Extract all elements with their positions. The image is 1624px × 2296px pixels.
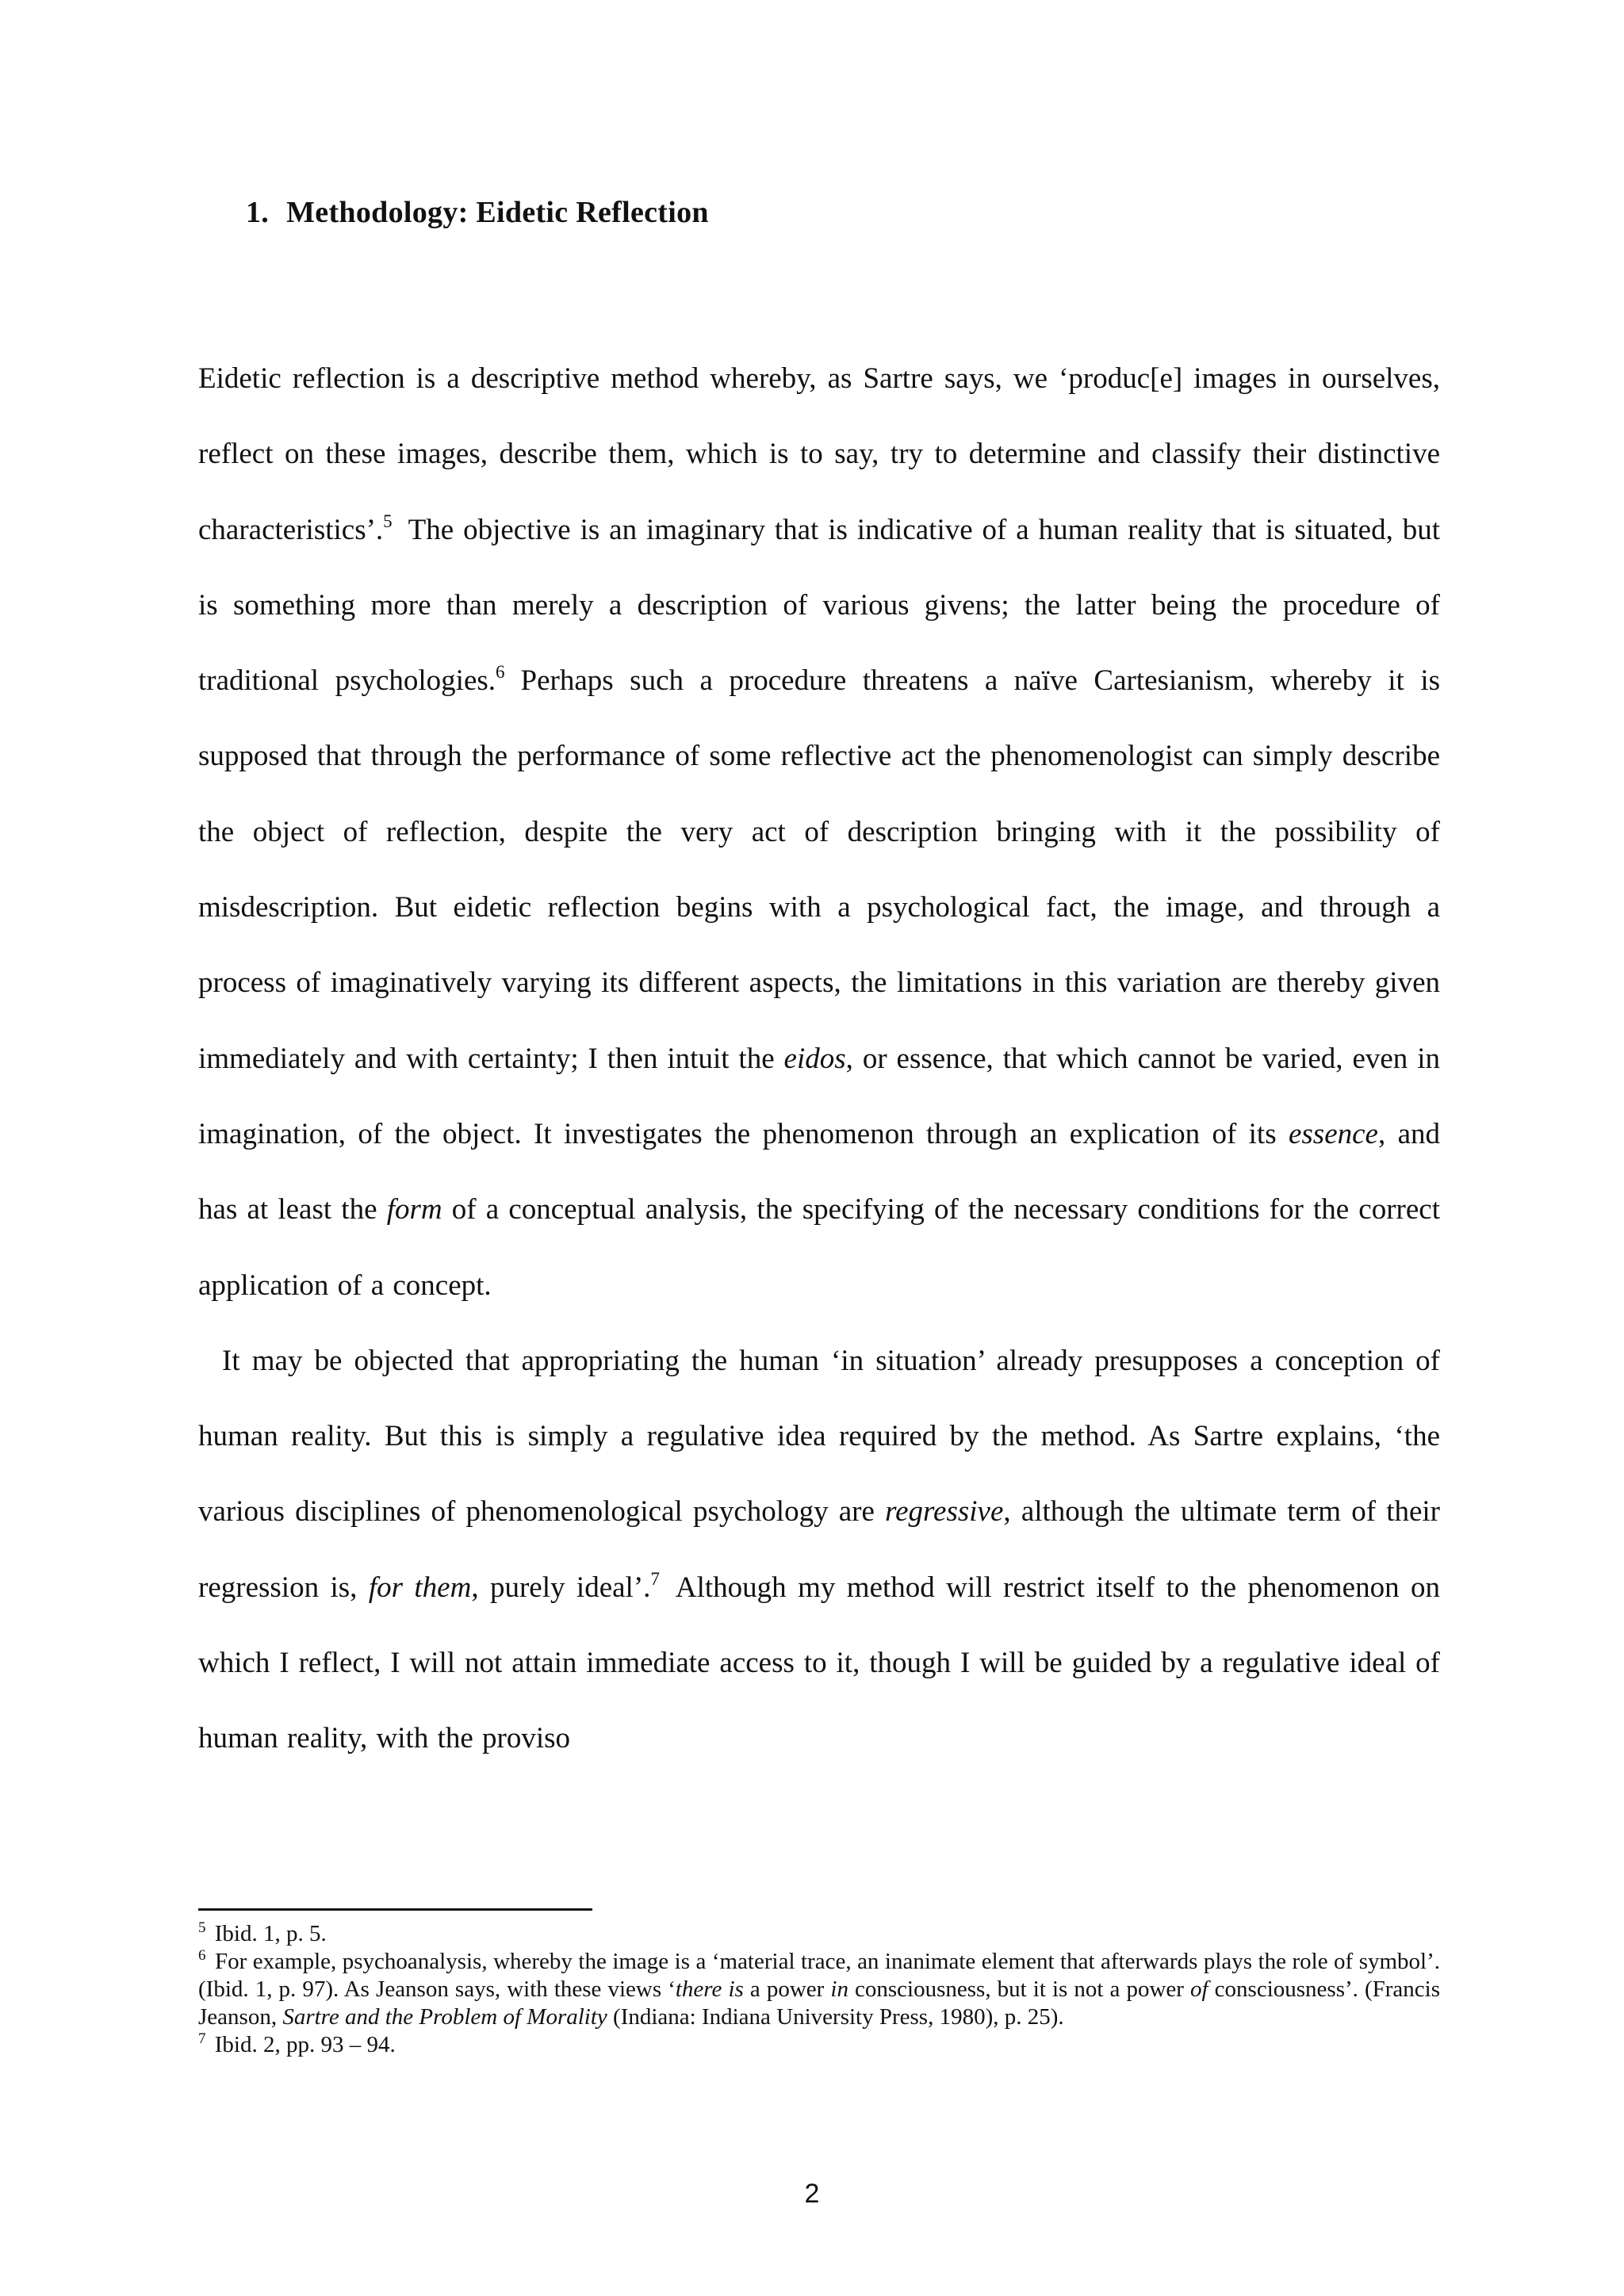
footnote-6-text-3: consciousness, but it is not a power bbox=[848, 1976, 1191, 2002]
footnote-5 bbox=[198, 1920, 1440, 1948]
footnote-6-text-1: For example, psychoanalysis, whereby the image is a ‘material trace, an inanimate element that afterwards plays the role of symbol’. (Ibid. 1, p. 97). As Jeanson says, with these views ‘ bbox=[198, 1949, 1441, 2002]
footnote-7-text: Ibid. 2, pp. 93 – 94. bbox=[214, 2032, 396, 2057]
paragraph-1 bbox=[198, 341, 1440, 1323]
footnote-5-text: Ibid. 1, p. 5. bbox=[214, 1921, 327, 1946]
emphasis-for-them: for them bbox=[368, 1571, 472, 1604]
paragraph-2-sentence-3: , purely ideal’. bbox=[471, 1571, 651, 1604]
paragraph-1-sentence-3: Perhaps such a procedure threatens a naïve Cartesianism, whereby it is supposed that through the performance of some reflective act the phenomenologist can simply describe the object of reflection, despite the very act of description bringing with it the possibility of misdescription. But eidetic reflection begins with a psychological fact, the image, and through a process of imaginatively varying its different aspects, the limitations in this variation are thereby given immediately and with certainty; I then intuit the bbox=[198, 664, 1440, 1075]
paragraph-1-sentence-1: Eidetic reflection is a descriptive method whereby, as Sartre says, we ‘produc[e] images in ourselves, reflect on these images, describe them, which is to say, try to determine and classify their distinctive characteristics’. bbox=[198, 362, 1440, 546]
footnote-5-mark: 5 bbox=[198, 1919, 206, 1936]
paragraph-1-sentence-4: , or essence, that which cannot be varied, even in imagination, of the object. It investigates the phenomenon through an explication of its bbox=[198, 1042, 1440, 1150]
footnote-6-text-4: consciousness’. (Francis Jeanson, bbox=[198, 1976, 1440, 2030]
footnote-6-mark: 6 bbox=[198, 1947, 206, 1964]
section-number: 1. bbox=[246, 196, 270, 229]
footnote-ref-6: 6 bbox=[496, 662, 505, 683]
book-title: Sartre and the Problem of Morality bbox=[282, 2004, 607, 2030]
footnote-6 bbox=[198, 1948, 1440, 2031]
emphasis-essence: essence bbox=[1288, 1117, 1378, 1150]
paragraph-2-sentence-1: It may be objected that appropriating the human ‘in situation’ already presupposes a conception of human reality. But this is simply a regulative idea required by the method. As Sartre explains, ‘the various disciplines of phenomenological psychology are bbox=[198, 1344, 1440, 1529]
section-heading bbox=[246, 195, 709, 230]
footnote-ref-7: 7 bbox=[650, 1568, 660, 1589]
emphasis-in: in bbox=[830, 1976, 848, 2002]
paragraph-2-sentence-2: , although the ultimate term of their regression is, bbox=[198, 1495, 1440, 1604]
footnote-7-mark: 7 bbox=[198, 2030, 206, 2047]
paragraph-1-sentence-6: of a conceptual analysis, the specifying of the necessary conditions for the correct application of a concept. bbox=[198, 1193, 1440, 1302]
paragraph-1-sentence-2: The objective is an imaginary that is indicative of a human reality that is situated, but is something more than merely a description of various givens; the latter being the procedure of traditional psychologies. bbox=[198, 513, 1440, 698]
footnotes bbox=[198, 1920, 1440, 2059]
emphasis-of: of bbox=[1190, 1976, 1208, 2002]
paragraph-1-sentence-5: , and has at least the bbox=[198, 1117, 1440, 1226]
paragraph-2-sentence-4: Although my method will restrict itself to the phenomenon on which I reflect, I will not attain immediate access to it, though I will be guided by a regulative ideal of human reality, with the proviso bbox=[198, 1571, 1440, 1755]
emphasis-there-is: there is bbox=[675, 1976, 744, 2002]
footnote-6-text-2: a power bbox=[743, 1976, 831, 2002]
footnote-separator bbox=[198, 1908, 592, 1911]
footnote-6-text-5: (Indiana: Indiana University Press, 1980), p. 25). bbox=[607, 2004, 1064, 2030]
body-text bbox=[198, 341, 1440, 1777]
footnote-7 bbox=[198, 2031, 1440, 2059]
emphasis-regressive: regressive bbox=[885, 1495, 1004, 1529]
paragraph-2 bbox=[198, 1323, 1440, 1777]
emphasis-form: form bbox=[386, 1193, 442, 1226]
page-number: 2 bbox=[804, 2179, 820, 2209]
emphasis-eidos: eidos bbox=[783, 1042, 846, 1075]
footnote-ref-5: 5 bbox=[383, 511, 393, 531]
section-title: Methodology: Eidetic Reflection bbox=[286, 196, 709, 229]
